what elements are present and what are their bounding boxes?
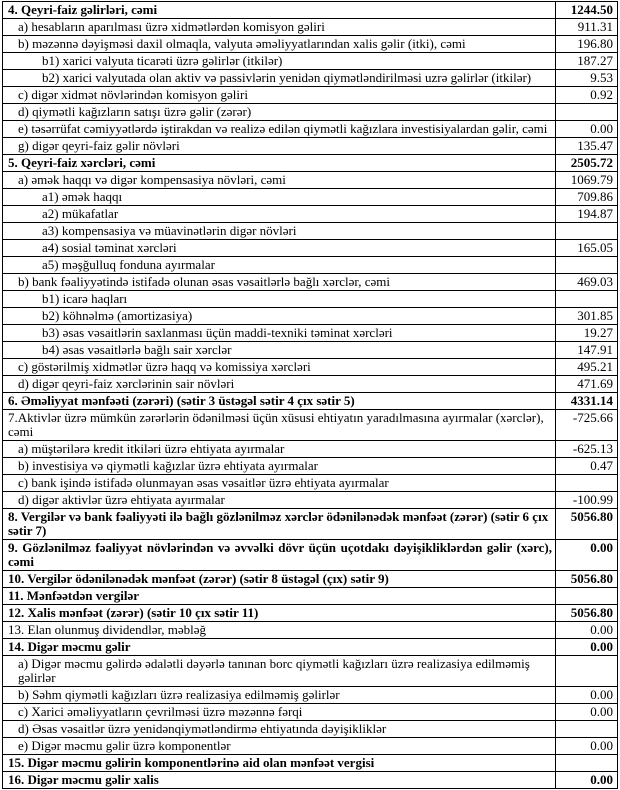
row-value	[556, 721, 618, 738]
table-row	[3, 410, 618, 441]
table-row	[3, 87, 618, 104]
row-label: 11. Mənfəətdən vergilər	[3, 588, 556, 605]
row-value: 19.27	[556, 325, 618, 342]
table-row	[3, 475, 618, 492]
table-row	[3, 359, 618, 376]
table-row	[3, 738, 618, 755]
table-row	[3, 138, 618, 155]
table-row	[3, 540, 618, 571]
row-label: b1) icarə haqları	[3, 291, 556, 308]
row-label: c) Xarici əməliyyatların çevrilməsi üzrə məzənnə fərqi	[3, 704, 556, 721]
row-value: 0.00	[556, 622, 618, 639]
table-row	[3, 325, 618, 342]
row-value: 1244.50	[556, 2, 618, 19]
row-label: 5. Qeyri-faiz xərcləri, cəmi	[3, 155, 556, 172]
table-row	[3, 121, 618, 138]
table-row	[3, 639, 618, 656]
row-label: d) digər aktivlər üzrə ehtiyata ayırmalar	[3, 492, 556, 509]
row-value: 0.00	[556, 687, 618, 704]
row-label: 9. Gözlənilməz fəaliyyət növlərindən və əvvəlki dövr üçün uçotdakı dəyişikliklərdən gəlir (xərc), cəmi	[3, 540, 556, 571]
row-value: 5056.80	[556, 571, 618, 588]
row-label: 15. Digər məcmu gəlirin komponentlərinə aid olan mənfəət vergisi	[3, 755, 556, 772]
row-value: 9.53	[556, 70, 618, 87]
row-value: 495.21	[556, 359, 618, 376]
row-value: 194.87	[556, 206, 618, 223]
row-value: 0.92	[556, 87, 618, 104]
row-value	[556, 588, 618, 605]
table-row	[3, 206, 618, 223]
row-value: 4331.14	[556, 393, 618, 410]
row-value: 0.00	[556, 639, 618, 656]
table-row	[3, 393, 618, 410]
row-label: b2) xarici valyutada olan aktiv və passivlərin yenidən qiymətləndirilməsi uzrə gəlirlər (itkilər)	[3, 70, 556, 87]
row-label: 12. Xalis mənfəət (zərər) (sətir 10 çıx sətir 11)	[3, 605, 556, 622]
row-value: 911.31	[556, 19, 618, 36]
row-label: b2) köhnəlmə (amortizasiya)	[3, 308, 556, 325]
row-value	[556, 291, 618, 308]
table-row	[3, 223, 618, 240]
row-label: d) digər qeyri-faiz xərclərinin sair növləri	[3, 376, 556, 393]
row-label: g) digər qeyri-faiz gəlir növləri	[3, 138, 556, 155]
table-row	[3, 53, 618, 70]
row-label: 4. Qeyri-faiz gəlirləri, cəmi	[3, 2, 556, 19]
row-value: 0.47	[556, 458, 618, 475]
row-value	[556, 755, 618, 772]
table-row	[3, 704, 618, 721]
table-row	[3, 605, 618, 622]
row-value: 135.47	[556, 138, 618, 155]
row-label: b1) xarici valyuta ticarəti üzrə gəlirlər (itkilər)	[3, 53, 556, 70]
table-row	[3, 687, 618, 704]
row-value: 469.03	[556, 274, 618, 291]
table-row	[3, 2, 618, 19]
row-label: b) investisiya və qiymətli kağızlar üzrə ehtiyata ayırmalar	[3, 458, 556, 475]
row-label: a5) məşğulluq fonduna ayırmalar	[3, 257, 556, 274]
row-value: 2505.72	[556, 155, 618, 172]
table-row	[3, 755, 618, 772]
row-value	[556, 656, 618, 687]
row-value: 1069.79	[556, 172, 618, 189]
table-row	[3, 70, 618, 87]
table-row	[3, 656, 618, 687]
table-row	[3, 155, 618, 172]
row-label: a4) sosial təminat xərcləri	[3, 240, 556, 257]
table-row	[3, 104, 618, 121]
row-value: 301.85	[556, 308, 618, 325]
row-label: a1) əmək haqqı	[3, 189, 556, 206]
row-value: 0.00	[556, 121, 618, 138]
table-row	[3, 721, 618, 738]
table-row	[3, 342, 618, 359]
row-label: c) digər xidmət növlərindən komisyon gəliri	[3, 87, 556, 104]
row-value: -625.13	[556, 441, 618, 458]
table-row	[3, 257, 618, 274]
table-row	[3, 458, 618, 475]
row-label: d) qiymətli kağızların satışı üzrə gəlir (zərər)	[3, 104, 556, 121]
row-value	[556, 104, 618, 121]
row-value: -725.66	[556, 410, 618, 441]
row-value	[556, 475, 618, 492]
row-label: a) hesabların aparılması üzrə xidmətlərdən komisyon gəliri	[3, 19, 556, 36]
row-value: 5056.80	[556, 605, 618, 622]
row-label: 7.Aktivlər üzrə mümkün zərərlərin ödənilməsi üçün xüsusi ehtiyatın yaradılmasına ayırmalar (xərclər), cəmi	[3, 410, 556, 441]
table-row	[3, 622, 618, 639]
row-label: c) göstərilmiş xidmətlər üzrə haqq və komissiya xərcləri	[3, 359, 556, 376]
row-label: e) təsərrüfat cəmiyyətlərdə iştirakdan və realizə edilən qiymətli kağızlara investisiyalardan gəlir, cəmi	[3, 121, 556, 138]
table-row	[3, 441, 618, 458]
table-row	[3, 588, 618, 605]
table-row	[3, 36, 618, 53]
row-label: a2) mükafatlar	[3, 206, 556, 223]
row-label: a) müştərilərə kredit itkiləri üzrə ehtiyata ayırmalar	[3, 441, 556, 458]
row-label: 16. Digər məcmu gəlir xalis	[3, 772, 556, 789]
table-row	[3, 571, 618, 588]
row-label: e) Digər məcmu gəlir üzrə komponentlər	[3, 738, 556, 755]
table-row	[3, 376, 618, 393]
row-value: 5056.80	[556, 509, 618, 540]
row-label: c) bank işində istifadə olunmayan əsas vəsaitlər üzrə ehtiyata ayırmalar	[3, 475, 556, 492]
table-row	[3, 172, 618, 189]
row-label: 13. Elan olunmuş dividendlər, məbləğ	[3, 622, 556, 639]
row-label: 6. Əməliyyat mənfəəti (zərəri) (sətir 3 üstəgəl sətir 4 çıx sətir 5)	[3, 393, 556, 410]
table-row	[3, 274, 618, 291]
row-value: 471.69	[556, 376, 618, 393]
row-label: 14. Digər məcmu gəlir	[3, 639, 556, 656]
row-label: 10. Vergilər ödənilənədək mənfəət (zərər) (sətir 8 üstəgəl (çıx) sətir 9)	[3, 571, 556, 588]
row-label: a) Digər məcmu gəlirdə ədalətli dəyərlə tanınan borc qiymətli kağızları üzrə realizasiya edilməmiş gəlirlər	[3, 656, 556, 687]
row-value: 0.00	[556, 738, 618, 755]
financial-statement-table	[2, 1, 618, 789]
row-label: b) məzənnə dəyişməsi daxil olmaqla, valyuta əməliyyatlarından xalis gəlir (itki), cəmi	[3, 36, 556, 53]
table-row	[3, 291, 618, 308]
row-value: 0.00	[556, 772, 618, 789]
table-row	[3, 240, 618, 257]
row-value: 0.00	[556, 704, 618, 721]
row-label: b4) əsas vəsaitlərlə bağlı sair xərclər	[3, 342, 556, 359]
row-label: b3) əsas vəsaitlərin saxlanması üçün maddi-texniki təminat xərcləri	[3, 325, 556, 342]
row-value: 0.00	[556, 540, 618, 571]
table-row	[3, 19, 618, 36]
row-label: b) Səhm qiymətli kağızları üzrə realizasiya edilməmiş gəlirlər	[3, 687, 556, 704]
row-label: a3) kompensasiya və müavinətlərin digər növləri	[3, 223, 556, 240]
statement-rows	[3, 2, 618, 789]
row-value: 147.91	[556, 342, 618, 359]
table-row	[3, 492, 618, 509]
row-value: -100.99	[556, 492, 618, 509]
row-value: 196.80	[556, 36, 618, 53]
row-label: b) bank fəaliyyətində istifadə olunan əsas vəsaitlərlə bağlı xərclər, cəmi	[3, 274, 556, 291]
row-value	[556, 257, 618, 274]
table-row	[3, 189, 618, 206]
row-label: 8. Vergilər və bank fəaliyyəti ilə bağlı gözlənilməz xərclər ödənilənədək mənfəət (zərər) (sətir 6 çıx sətir 7)	[3, 509, 556, 540]
table-row	[3, 772, 618, 789]
table-row	[3, 509, 618, 540]
row-label: a) əmək haqqı və digər kompensasiya növləri, cəmi	[3, 172, 556, 189]
row-value: 709.86	[556, 189, 618, 206]
row-label: d) Əsas vəsaitlər üzrə yenidənqiymətləndirmə ehtiyatında dəyişikliklər	[3, 721, 556, 738]
table-row	[3, 308, 618, 325]
row-value	[556, 223, 618, 240]
row-value: 187.27	[556, 53, 618, 70]
row-value: 165.05	[556, 240, 618, 257]
